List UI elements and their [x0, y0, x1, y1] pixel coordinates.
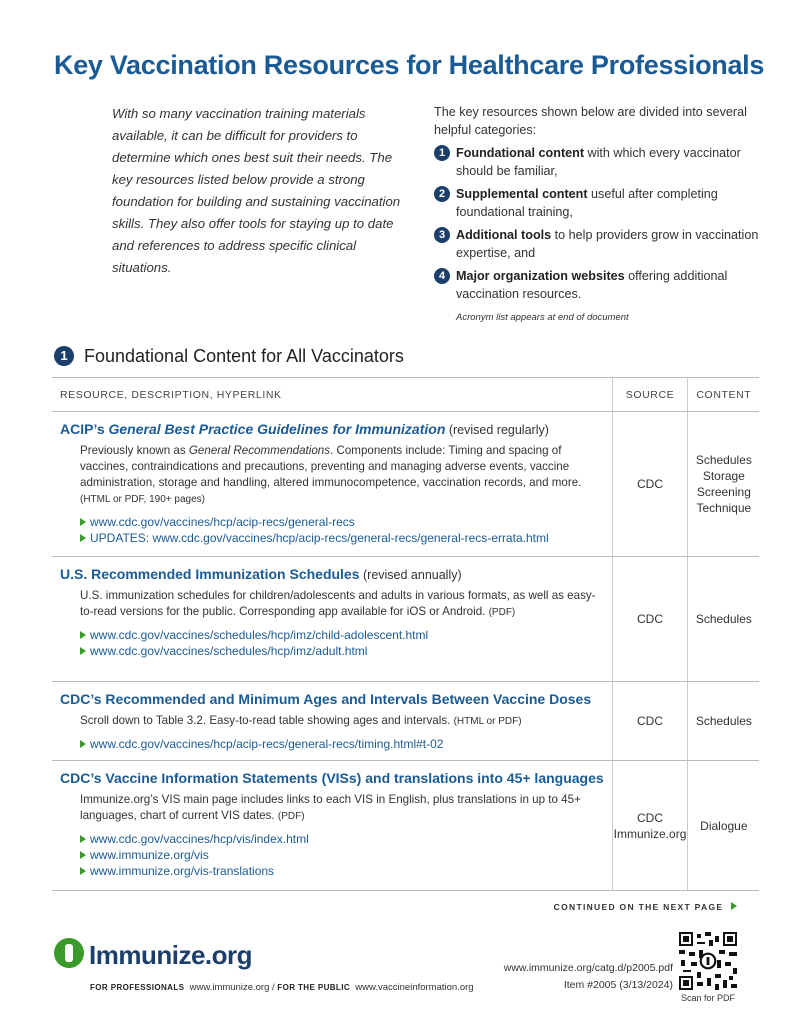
updates-label: UPDATES: — [90, 531, 153, 545]
green-triangle-icon — [80, 534, 86, 542]
title-text: ACIP’s — [60, 421, 109, 437]
content-cell — [688, 412, 759, 557]
number-badge: 1 — [434, 145, 450, 161]
desc-italic: General Recommendations — [188, 444, 331, 457]
link-text[interactable]: www.immunize.org/vis-translations — [90, 864, 275, 878]
logo-text: Immunize.org — [89, 940, 253, 970]
column-header-content: CONTENT — [688, 378, 759, 412]
desc-format: (HTML or PDF) — [453, 716, 522, 727]
category-bold: Major organization websites — [456, 269, 625, 283]
category-item — [434, 144, 764, 180]
source-text: CDC — [637, 477, 664, 491]
source-text: CDC — [637, 612, 664, 626]
link-text[interactable]: www.cdc.gov/vaccines/hcp/acip-recs/general-recs/timing.html#t-02 — [90, 737, 444, 751]
link-list — [80, 831, 604, 879]
desc-text: U.S. immunization schedules for children/adolescents and adults in various formats, as well as easy-to-read versions for the public. Corresponding app available for iOS or Android. — [80, 589, 596, 618]
link-list — [80, 736, 604, 752]
content-text: Technique — [696, 501, 752, 515]
public-url[interactable]: www.vaccineinformation.org — [355, 982, 474, 993]
table-header-row — [52, 378, 759, 412]
number-badge: 3 — [434, 227, 450, 243]
desc-format: (HTML or PDF, 190+ pages) — [80, 494, 205, 505]
source-cell — [612, 682, 688, 761]
desc-format: (PDF) — [277, 811, 305, 822]
section-title: Foundational Content for All Vaccinators — [84, 346, 404, 366]
resource-link[interactable] — [80, 736, 604, 752]
desc-format: (PDF) — [488, 607, 516, 618]
column-header-resource: RESOURCE, DESCRIPTION, HYPERLINK — [52, 378, 612, 412]
content-text: Schedules — [695, 714, 752, 728]
resource-title — [60, 566, 604, 582]
title-text: U.S. Recommended Immunization Schedules — [60, 566, 360, 582]
intro-paragraph: With so many vaccination training materials available, it can be difficult for providers to determine which ones best suit their needs. The key resources listed below provide a strong foundation for building and sustaining vaccination skills. They also offer tools for staying up to date and references to address specific clinical situations. — [112, 106, 401, 275]
content-text: Dialogue — [700, 818, 748, 833]
acronym-note: Acronym list appears at end of document — [456, 312, 629, 323]
link-text[interactable]: www.cdc.gov/vaccines/schedules/hcp/imz/adult.html — [90, 644, 368, 658]
resource-title — [60, 770, 604, 786]
category-text: useful after completing foundational training, — [456, 187, 718, 219]
resources-table — [52, 377, 759, 891]
link-list — [80, 514, 604, 546]
resource-description — [80, 713, 604, 730]
category-text: with which every vaccinator should be familiar, — [456, 146, 741, 178]
category-item — [434, 267, 764, 303]
resource-link[interactable] — [80, 847, 604, 863]
table-row — [52, 761, 759, 891]
content-cell — [688, 761, 759, 891]
resource-description — [80, 443, 604, 508]
categories-lead: The key resources shown below are divided into several helpful categories: — [434, 105, 747, 137]
content-text: Storage — [702, 469, 745, 483]
desc-text: Immunize.org’s VIS main page includes links to each VIS in English, plus translations in up to 45+ languages, chart of current VIS dates. — [80, 793, 581, 822]
source-cell — [612, 412, 688, 557]
desc-text: Previously known as — [80, 444, 189, 457]
resource-description — [80, 792, 604, 825]
category-text: offering additional vaccination resources. — [456, 269, 728, 301]
separator: / — [269, 982, 278, 993]
updates-link[interactable] — [80, 530, 604, 546]
resource-link[interactable] — [80, 514, 604, 530]
qr-code-icon[interactable] — [679, 932, 737, 990]
source-text: CDC — [637, 714, 664, 728]
category-bold: Foundational content — [456, 146, 585, 160]
resource-link[interactable] — [80, 831, 604, 847]
content-text: Schedules — [695, 453, 752, 467]
number-badge: 4 — [434, 268, 450, 284]
source-cell — [612, 557, 688, 682]
immunize-logo-icon — [54, 938, 84, 968]
resource-link[interactable] — [80, 863, 604, 879]
green-triangle-icon — [731, 902, 737, 910]
table-row — [52, 557, 759, 682]
page-title: Key Vaccination Resources for Healthcare Professionals — [54, 50, 765, 80]
content-cell — [688, 557, 759, 682]
link-text[interactable]: www.cdc.gov/vaccines/hcp/vis/index.html — [90, 832, 309, 846]
resource-cell — [52, 557, 612, 682]
categories-panel — [434, 103, 764, 327]
title-italic: General Best Practice Guidelines for Immunization — [108, 421, 446, 437]
content-text: Screening — [696, 485, 751, 499]
continued-text[interactable]: CONTINUED ON THE NEXT PAGE — [553, 902, 724, 912]
continued-link[interactable] — [554, 902, 737, 912]
category-item — [434, 226, 764, 262]
content-text: Schedules — [695, 612, 752, 626]
category-bold: Additional tools — [456, 228, 552, 242]
green-triangle-icon — [80, 631, 86, 639]
pro-label: FOR PROFESSIONALS — [90, 983, 185, 992]
item-number: Item #2005 (3/13/2024) — [563, 979, 673, 991]
title-note: (revised annually) — [359, 568, 462, 582]
link-text[interactable]: www.cdc.gov/vaccines/hcp/acip-recs/general-recs/general-recs-errata.html — [152, 531, 549, 545]
resource-link[interactable] — [80, 643, 604, 659]
source-cell — [612, 761, 688, 891]
desc-text: Scroll down to Table 3.2. Easy-to-read table showing ages and intervals. — [80, 714, 454, 727]
green-triangle-icon — [80, 740, 86, 748]
resource-link[interactable] — [80, 627, 604, 643]
doc-url[interactable]: www.immunize.org/catg.d/p2005.pdf — [503, 962, 673, 974]
resource-cell — [52, 682, 612, 761]
resource-title — [60, 421, 604, 437]
link-list — [80, 627, 604, 659]
green-triangle-icon — [80, 647, 86, 655]
section-heading — [54, 346, 404, 368]
desc-text: . Components include: Timing and spacing of vaccines, contraindications and precautions, preventing and managing adverse events, vaccine administration, storage and handling, altered immunocompetence, vaccination records, and more. — [80, 444, 582, 489]
category-bold: Supplemental content — [456, 187, 588, 201]
category-item — [434, 185, 764, 221]
category-text: to help providers grow in vaccination expertise, and — [456, 228, 759, 260]
number-badge: 2 — [434, 186, 450, 202]
source-text: Immunize.org — [613, 826, 687, 841]
column-header-source: SOURCE — [612, 378, 688, 412]
link-text[interactable]: www.cdc.gov/vaccines/schedules/hcp/imz/child-adolescent.html — [90, 628, 429, 642]
link-text[interactable]: www.cdc.gov/vaccines/hcp/acip-recs/general-recs — [90, 515, 355, 529]
public-label: FOR THE PUBLIC — [277, 983, 351, 992]
resource-cell — [52, 412, 612, 557]
link-text[interactable]: www.immunize.org/vis — [90, 848, 209, 862]
green-triangle-icon — [80, 867, 86, 875]
green-triangle-icon — [80, 851, 86, 859]
green-triangle-icon — [80, 518, 86, 526]
green-triangle-icon — [80, 835, 86, 843]
resource-title — [60, 691, 604, 707]
table-row — [52, 412, 759, 557]
resource-description — [80, 588, 604, 621]
pro-url[interactable]: www.immunize.org — [189, 982, 270, 993]
number-badge: 1 — [54, 346, 74, 366]
resource-cell — [52, 761, 612, 891]
scan-label: Scan for PDF — [681, 993, 736, 1003]
content-cell — [688, 682, 759, 761]
table-row — [52, 682, 759, 761]
footer-links — [90, 982, 474, 993]
source-text: CDC — [637, 810, 664, 825]
title-text: CDC’s Recommended and Minimum Ages and Intervals Between Vaccine Doses — [60, 691, 592, 707]
title-text: CDC’s Vaccine Information Statements (VISs) and translations into 45+ languages — [60, 770, 604, 786]
title-note: (revised regularly) — [445, 423, 549, 437]
